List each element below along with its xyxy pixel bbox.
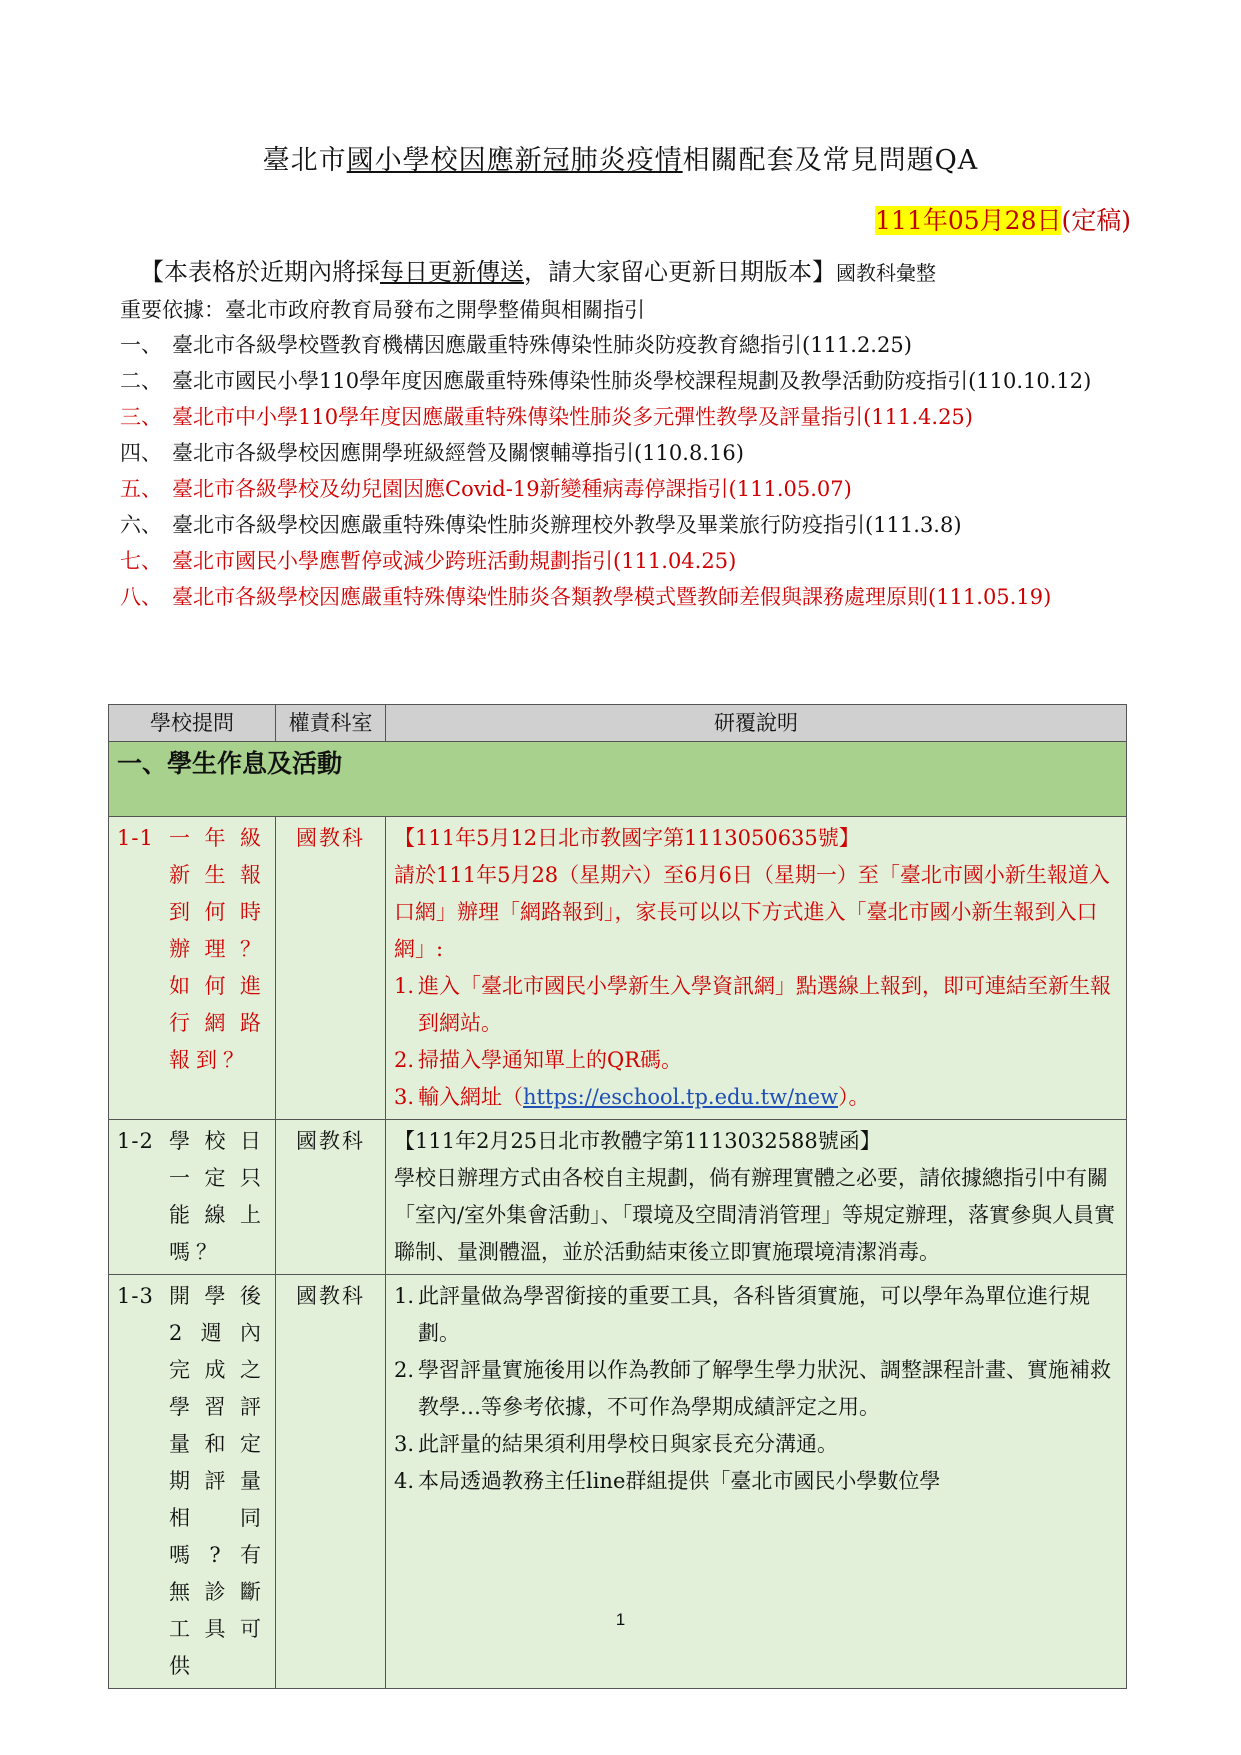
- reference-item: [120, 543, 1130, 579]
- reference-item: [120, 579, 1130, 615]
- header-department: 權責科室: [276, 705, 386, 742]
- reference-text: 臺北市國民小學110學年度因應嚴重特殊傳染性肺炎學校課程規劃及教學活動防疫指引(110.10.12): [172, 369, 1092, 393]
- list-text-wrapper: [418, 1352, 1118, 1426]
- date-status: (定稿): [1061, 206, 1131, 235]
- title-suffix: 相關配套及常見問題QA: [682, 145, 979, 176]
- list-text: 此評量做為學習銜接的重要工具，各科皆須實施，可以學年為單位進行規劃。: [418, 1284, 1090, 1345]
- question: [117, 820, 267, 1079]
- question-number: 1-2: [117, 1129, 154, 1153]
- reference-number: 二、: [120, 369, 162, 393]
- page-number: 1: [615, 1610, 626, 1629]
- reference-text: 臺北市中小學110學年度因應嚴重特殊傳染性肺炎多元彈性教學及評量指引(111.4.25): [172, 405, 973, 429]
- list-text: 學習評量實施後用以作為教師了解學生學力狀況、調整課程計畫、實施補救教學…等參考依據，不可作為學期成績評定之用。: [418, 1358, 1111, 1419]
- table-row: [109, 1120, 1127, 1275]
- list-number: 2.: [394, 1048, 415, 1072]
- answer-list-item: [394, 1042, 1118, 1079]
- list-text-wrapper: [418, 1079, 1118, 1116]
- list-number: 2.: [394, 1358, 415, 1382]
- section-row: [109, 742, 1127, 817]
- reference-text: 臺北市各級學校及幼兒園因應Covid-19新變種病毒停課指引(111.05.07): [172, 477, 852, 501]
- list-text: 進入「臺北市國民小學新生入學資訊網」點選線上報到，即可連結至新生報到網站。: [418, 974, 1111, 1035]
- document-date: [875, 203, 1131, 239]
- question: [117, 1123, 267, 1271]
- question-cell: [109, 1120, 276, 1275]
- reference-item: [120, 471, 1130, 507]
- list-text-end: ）。: [838, 1085, 870, 1109]
- answer-list-item: [394, 1463, 1118, 1500]
- document-title: [0, 143, 1241, 179]
- reference-list: [120, 327, 1130, 615]
- list-text: 此評量的結果須利用學校日與家長充分溝通。: [418, 1432, 838, 1456]
- answer-cell: [386, 1120, 1127, 1275]
- reference-text: 臺北市各級學校因應開學班級經營及關懷輔導指引(110.8.16): [172, 441, 744, 465]
- reference-text: 臺北市各級學校因應嚴重特殊傳染性肺炎各類教學模式暨教師差假與課務處理原則(111.05.19): [172, 585, 1052, 609]
- list-number: 3.: [394, 1432, 415, 1456]
- reference-item: [120, 399, 1130, 435]
- table-row: [109, 817, 1127, 1120]
- reference-item: [120, 435, 1130, 471]
- answer-cell: [386, 817, 1127, 1120]
- qa-table: [108, 704, 1127, 1689]
- reference-text: 臺北市各級學校暨教育機構因應嚴重特殊傳染性肺炎防疫教育總指引(111.2.25): [172, 333, 912, 357]
- answer-list-item: [394, 968, 1118, 1042]
- notice-underline: 每日更新傳送: [380, 258, 524, 286]
- reference-number: 五、: [120, 477, 162, 501]
- list-text: 輸入網址（: [418, 1085, 523, 1109]
- department-cell: 國教科: [276, 1120, 386, 1275]
- question-number: 1-1: [117, 826, 154, 850]
- reference-number: 三、: [120, 405, 162, 429]
- list-number: 1.: [394, 1284, 415, 1308]
- question-text: 學校日一定只能線上嗎？: [169, 1129, 267, 1264]
- section-title: 一、學生作息及活動: [109, 742, 1127, 817]
- list-text-wrapper: [418, 968, 1118, 1042]
- answer-list-item: [394, 1278, 1118, 1352]
- header-question: 學校提問: [109, 705, 276, 742]
- answer-list-item: [394, 1426, 1118, 1463]
- reference-number: 六、: [120, 513, 162, 537]
- title-prefix: 臺北市: [262, 145, 347, 176]
- answer-body: 請於111年5月28（星期六）至6月6日（星期一）至「臺北市國小新生報道入口網」辦理「網路報到」，家長可以以下方式進入「臺北市國小新生報到入口網」:: [394, 863, 1110, 961]
- answer-list-item: [394, 1079, 1118, 1116]
- question-text: 開學後2週內完成之學習評量和定期評量相同嗎?有無診斷工具可供: [169, 1284, 267, 1678]
- header-answer: 研覆說明: [386, 705, 1127, 742]
- reference-number: 八、: [120, 585, 162, 609]
- question-text: 一年級新生報到何時辦理？如何進行網路報到？: [169, 826, 267, 1072]
- question-number: 1-3: [117, 1284, 154, 1308]
- reference-item: [120, 507, 1130, 543]
- question-cell: [109, 817, 276, 1120]
- department-cell: 國教科: [276, 817, 386, 1120]
- reference-item: [120, 363, 1130, 399]
- reference-text: 臺北市國民小學應暫停或減少跨班活動規劃指引(111.04.25): [172, 549, 737, 573]
- list-text-wrapper: [418, 1463, 1118, 1500]
- notice-mid: ，請大家留心更新日期版本】: [524, 258, 836, 286]
- reference-text: 臺北市各級學校因應嚴重特殊傳染性肺炎辦理校外教學及畢業旅行防疫指引(111.3.8): [172, 513, 962, 537]
- answer-list-item: [394, 1352, 1118, 1426]
- list-number: 1.: [394, 974, 415, 998]
- notice-open: 【本表格於近期內將採: [140, 258, 380, 286]
- basis-line: 重要依據：臺北市政府教育局發布之開學整備與相關指引: [120, 298, 645, 322]
- registration-link[interactable]: https://eschool.tp.edu.tw/new: [523, 1085, 839, 1109]
- list-text-wrapper: [418, 1426, 1118, 1463]
- reference-item: [120, 327, 1130, 363]
- title-underlined: 國小學校因應新冠肺炎疫情: [346, 145, 683, 176]
- reference-number: 四、: [120, 441, 162, 465]
- list-text-wrapper: [418, 1278, 1118, 1352]
- answer-reference: 【111年5月12日北市教國字第1113050635號】: [394, 826, 860, 850]
- notice-author: 國教科彙整: [836, 261, 936, 285]
- answer-reference: 【111年2月25日北市教體字第1113032588號函】: [394, 1129, 881, 1153]
- table-header-row: [109, 705, 1127, 742]
- reference-number: 一、: [120, 333, 162, 357]
- reference-number: 七、: [120, 549, 162, 573]
- list-text-wrapper: [418, 1042, 1118, 1079]
- department-cell: 國教科: [276, 1275, 386, 1689]
- list-text: 掃描入學通知單上的QR碼。: [418, 1048, 683, 1072]
- date-highlighted: 111年05月28日: [875, 206, 1062, 235]
- list-number: 4.: [394, 1469, 415, 1493]
- update-notice: [140, 254, 1150, 291]
- answer-body: 學校日辦理方式由各校自主規劃，倘有辦理實體之必要，請依據總指引中有關「室內/室外集會活動」、「環境及空間清消管理」等規定辦理，落實參與人員實聯制、量測體溫，並於活動結束後立即實施環境清潔消毒。: [394, 1166, 1116, 1264]
- list-number: 3.: [394, 1085, 415, 1109]
- list-text: 本局透過教務主任line群組提供「臺北市國民小學數位學: [418, 1469, 941, 1493]
